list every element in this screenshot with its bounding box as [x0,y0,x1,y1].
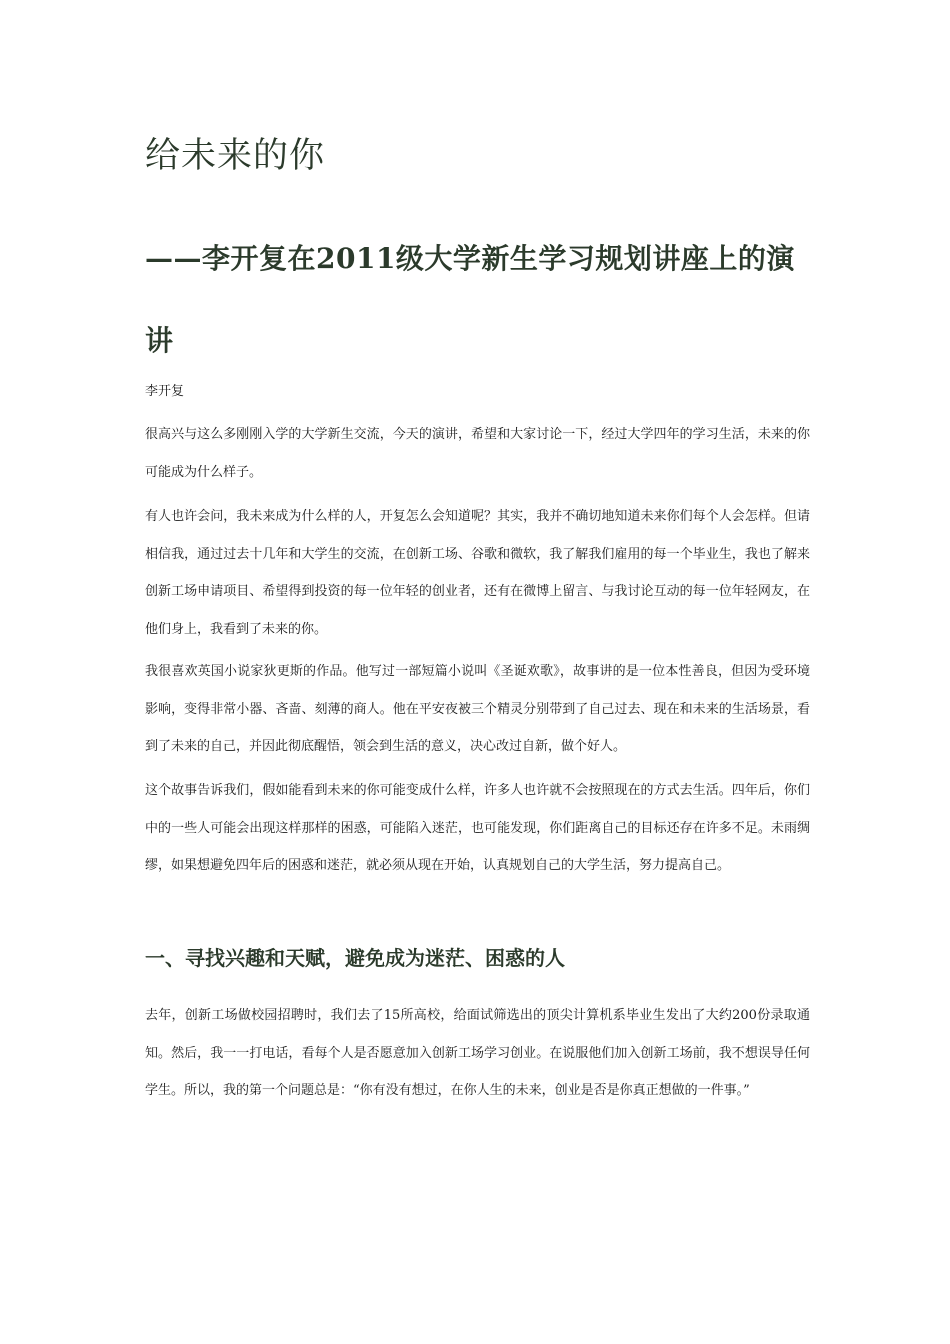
paragraph: 很高兴与这么多刚刚入学的大学新生交流，今天的演讲，希望和大家讨论一下，经过大学四年的学习生活，未来的你可能成为什么样子。 [145,427,810,480]
section-heading: 一、寻找兴趣和天赋，避免成为迷茫、困惑的人 [145,946,565,970]
paragraph: 我很喜欢英国小说家狄更斯的作品。他写过一部短篇小说叫《圣诞欢歌》，故事讲的是一位本性善良，但因为受环境影响，变得非常小器、吝啬、刻薄的商人。他在平安夜被三个精灵分别带到了自己过去、现在和未来的生活场景，看到了未来的自己，并因此彻底醒悟，领会到生活的意义，决心改过自新，做个好人。 [145,664,810,754]
document-subtitle: ——李开复在2011级大学新生学习规划讲座上的演讲 [145,242,795,357]
document-title: 给未来的你 [145,136,326,176]
author-name: 李开复 [145,384,185,399]
paragraph: 这个故事告诉我们，假如能看到未来的你可能变成什么样，许多人也许就不会按照现在的方式去生活。四年后，你们中的一些人可能会出现这样那样的困惑，可能陷入迷茫，也可能发现，你们距离自己的目标还存在许多不足。未雨绸缪，如果想避免四年后的困惑和迷茫，就必须从现在开始，认真规划自己的大学生活，努力提高自己。 [145,783,810,873]
paragraph: 有人也许会问，我未来成为什么样的人，开复怎么会知道呢？其实，我并不确切地知道未来你们每个人会怎样。但请相信我，通过过去十几年和大学生的交流，在创新工场、谷歌和微软，我了解我们雇用的每一个毕业生，我也了解来创新工场申请项目、希望得到投资的每一位年轻的创业者，还有在微博上留言、与我讨论互动的每一位年轻网友，在他们身上，我看到了未来的你。 [145,509,810,637]
paragraph: 去年，创新工场做校园招聘时，我们去了15所高校，给面试筛选出的顶尖计算机系毕业生发出了大约200份录取通知。然后，我一一打电话，看每个人是否愿意加入创新工场学习创业。在说服他们加入创新工场前，我不想误导任何学生。所以，我的第一个问题总是：“你有没有想过，在你人生的未来，创业是否是你真正想做的一件事。” [145,1008,810,1098]
